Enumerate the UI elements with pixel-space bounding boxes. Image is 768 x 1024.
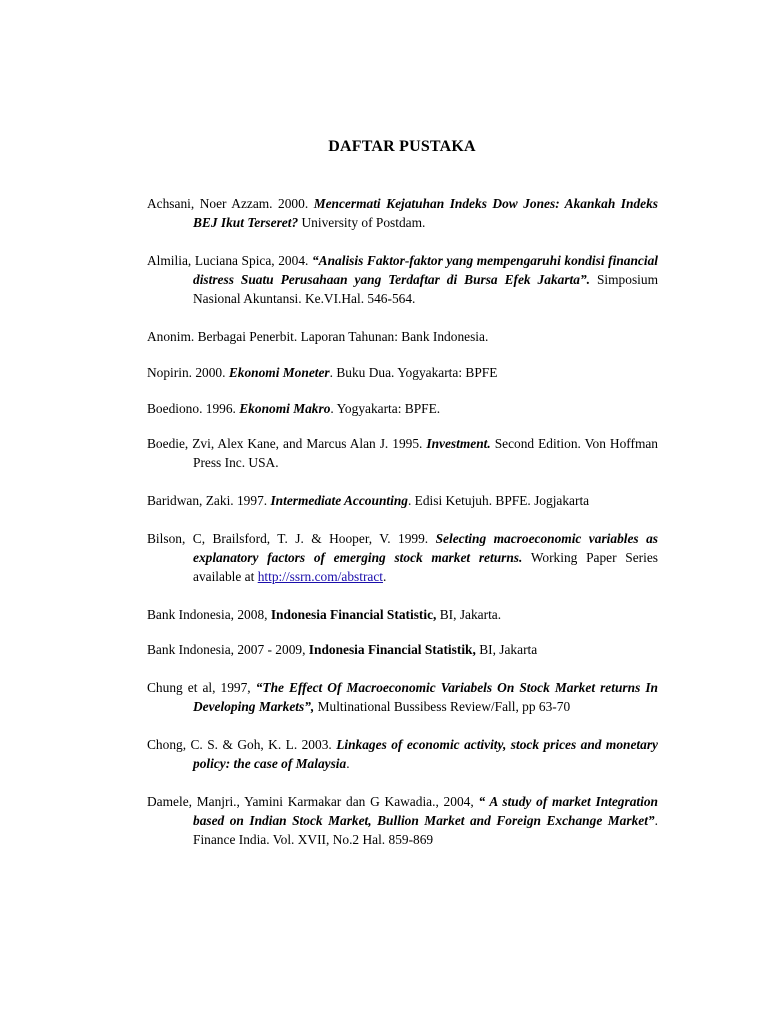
reference-entry [147, 251, 658, 308]
reference-title: Investment. [426, 436, 491, 451]
reference-entry [147, 678, 658, 716]
reference-entry [147, 491, 658, 510]
reference-entry [147, 399, 658, 418]
reference-entry [147, 640, 658, 659]
reference-author: Boedie, Zvi, Alex Kane, and Marcus Alan J. 1995. [147, 436, 427, 451]
reference-details: Simposium Nasional Akuntansi. Ke.VI.Hal. 546-564. [193, 272, 658, 306]
reference-entry [147, 792, 658, 849]
reference-title: Mencermati Kejatuhan Indeks Dow Jones: Akankah Indeks BEJ Ikut Terseret? [193, 196, 658, 230]
reference-title: Indonesia Financial Statistik, [308, 642, 476, 657]
reference-author: Achsani, Noer Azzam. 2000. [147, 196, 314, 211]
reference-entry [147, 735, 658, 773]
reference-entry [147, 529, 658, 586]
page-title: DAFTAR PUSTAKA [328, 138, 476, 155]
reference-details: BI, Jakarta [475, 642, 538, 657]
reference-details: University of Postdam. [298, 215, 426, 230]
reference-details-end: . [383, 569, 387, 584]
reference-details: BI, Jakarta. [436, 607, 502, 622]
reference-author: Almilia, Luciana Spica, 2004. [147, 253, 312, 268]
reference-title: Ekonomi Makro [239, 401, 331, 416]
reference-author: Bank Indonesia, 2007 - 2009, [147, 642, 309, 657]
reference-details: . Finance India. Vol. XVII, No.2 Hal. 859-869 [193, 813, 658, 847]
reference-author: Chong, C. S. & Goh, K. L. 2003. [147, 737, 337, 752]
reference-entry [147, 605, 658, 624]
reference-details: Multinational Bussibess Review/Fall, pp 63-70 [314, 699, 571, 714]
reference-author: Chung et al, 1997, [147, 680, 256, 695]
reference-author: Bank Indonesia, 2008, [147, 607, 271, 622]
reference-author: Damele, Manjri., Yamini Karmakar dan G Kawadia., 2004, [147, 794, 479, 809]
reference-details: . Yogyakarta: BPFE. [330, 401, 441, 416]
reference-entry [147, 434, 658, 472]
reference-title: Ekonomi Moneter [228, 365, 330, 380]
reference-author: Anonim. Berbagai Penerbit. Laporan Tahunan: Bank Indonesia. [147, 329, 489, 344]
reference-details: Working Paper Series available at [193, 550, 658, 584]
reference-details: Second Edition. Von Hoffman Press Inc. USA. [193, 436, 658, 470]
reference-title: Indonesia Financial Statistic, [270, 607, 437, 622]
reference-entry [147, 327, 658, 346]
reference-title: “The Effect Of Macroeconomic Variabels On Stock Market returns In Developing Markets”, [193, 680, 658, 714]
reference-title: “Analisis Faktor-faktor yang mempengaruhi kondisi financial distress Suatu Perusahaan yang Terdaftar di Bursa Efek Jakarta”. [193, 253, 659, 287]
reference-author: Bilson, C, Brailsford, T. J. & Hooper, V. 1999. [147, 531, 436, 546]
reference-title: Linkages of economic activity, stock prices and monetary policy: the case of Malaysia [193, 737, 658, 771]
reference-details: . [346, 756, 350, 771]
ssrn-link[interactable]: http://ssrn.com/abstract [257, 569, 384, 584]
reference-author: Boediono. 1996. [147, 401, 240, 416]
reference-author: Baridwan, Zaki. 1997. [147, 493, 271, 508]
reference-author: Nopirin. 2000. [147, 365, 229, 380]
reference-entry [147, 363, 658, 382]
reference-title: Selecting macroeconomic variables as explanatory factors of emerging stock market returns. [193, 531, 658, 565]
reference-title: Intermediate Accounting [270, 493, 408, 508]
reference-details: . Buku Dua. Yogyakarta: BPFE [329, 365, 498, 380]
reference-entry [147, 194, 658, 232]
reference-list [147, 194, 658, 849]
reference-details: . Edisi Ketujuh. BPFE. Jogjakarta [407, 493, 590, 508]
reference-title: “ A study of market Integration based on Indian Stock Market, Bullion Market and Foreign Exchange Market” [193, 794, 658, 828]
